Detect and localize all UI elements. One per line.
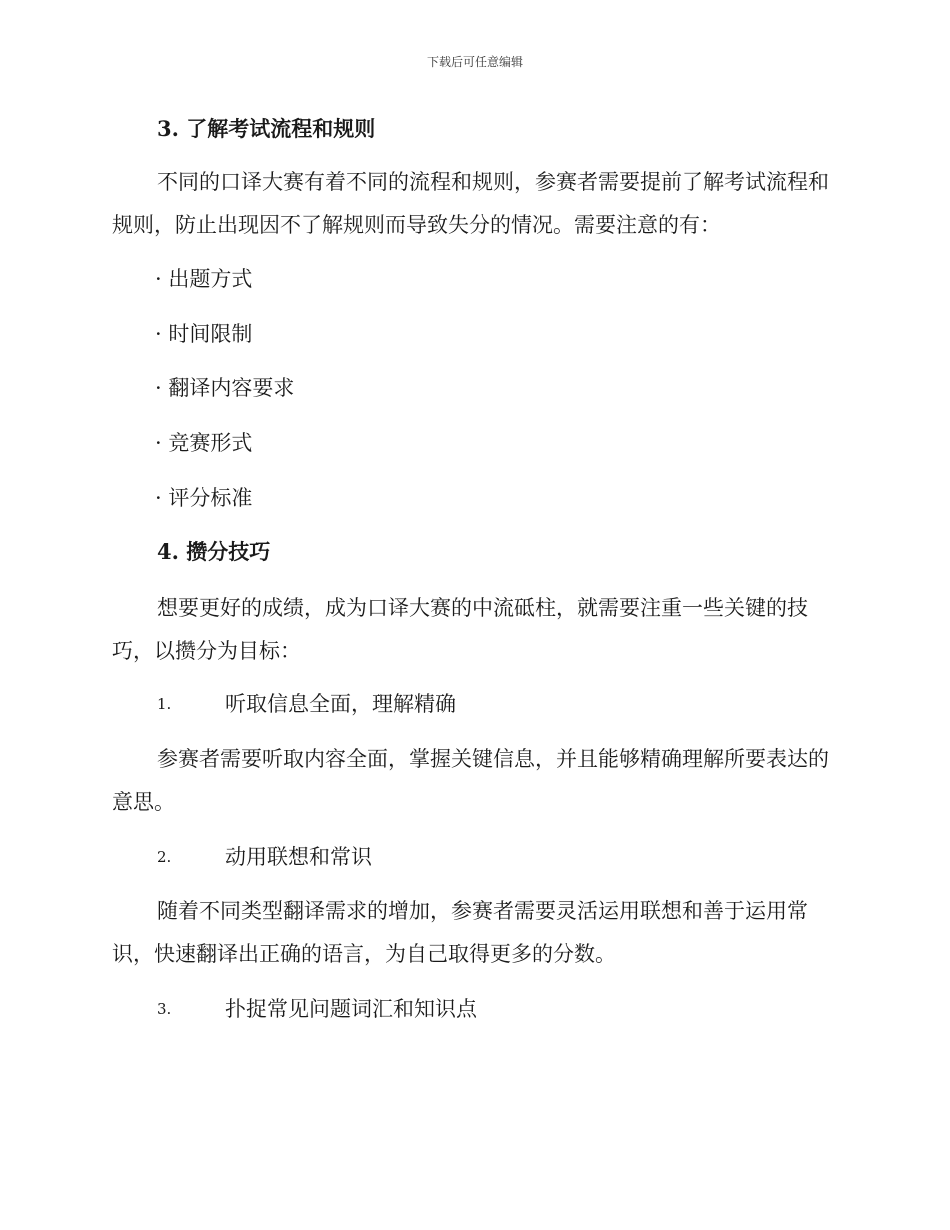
item-body: 随着不同类型翻译需求的增加，参赛者需要灵活运用联想和善于运用常识，快速翻译出正确的语言，为自己取得更多的分数。 — [112, 899, 808, 966]
item-body: 参赛者需要听取内容全面，掌握关键信息，并且能够精确理解所要表达的意思。 — [112, 747, 829, 814]
numbered-item-1 — [157, 689, 877, 719]
item-number: 1. — [157, 695, 172, 713]
section-4-heading: 4. 攒分技巧 — [157, 539, 271, 564]
section-3-paragraph: 不同的口译大赛有着不同的流程和规则，参赛者需要提前了解考试流程和规则，防止出现因不了解规则而导致失分的情况。需要注意的有： — [112, 170, 829, 237]
section-4-intro: 想要更好的成绩，成为口译大赛的中流砥柱，就需要注重一些关键的技巧，以攒分为目标： — [112, 596, 808, 663]
item-number: 2. — [157, 848, 172, 866]
item-title: 动用联想和常识 — [225, 845, 372, 869]
numbered-item-3 — [157, 994, 877, 1024]
section-3-heading: 3. 了解考试流程和规则 — [157, 116, 376, 141]
bullet-item: · 竞赛形式 — [155, 431, 253, 455]
bullet-item: · 出题方式 — [155, 267, 253, 291]
bullet-item: · 评分标准 — [155, 486, 253, 510]
numbered-item-2 — [157, 842, 877, 872]
bullet-item: · 翻译内容要求 — [155, 376, 295, 400]
item-title: 听取信息全面，理解精确 — [225, 692, 456, 716]
item-title: 扑捉常见问题词汇和知识点 — [225, 997, 477, 1021]
page-header: 下载后可任意编辑 — [426, 55, 523, 69]
bullet-item: · 时间限制 — [155, 322, 253, 346]
item-number: 3. — [157, 1000, 172, 1018]
